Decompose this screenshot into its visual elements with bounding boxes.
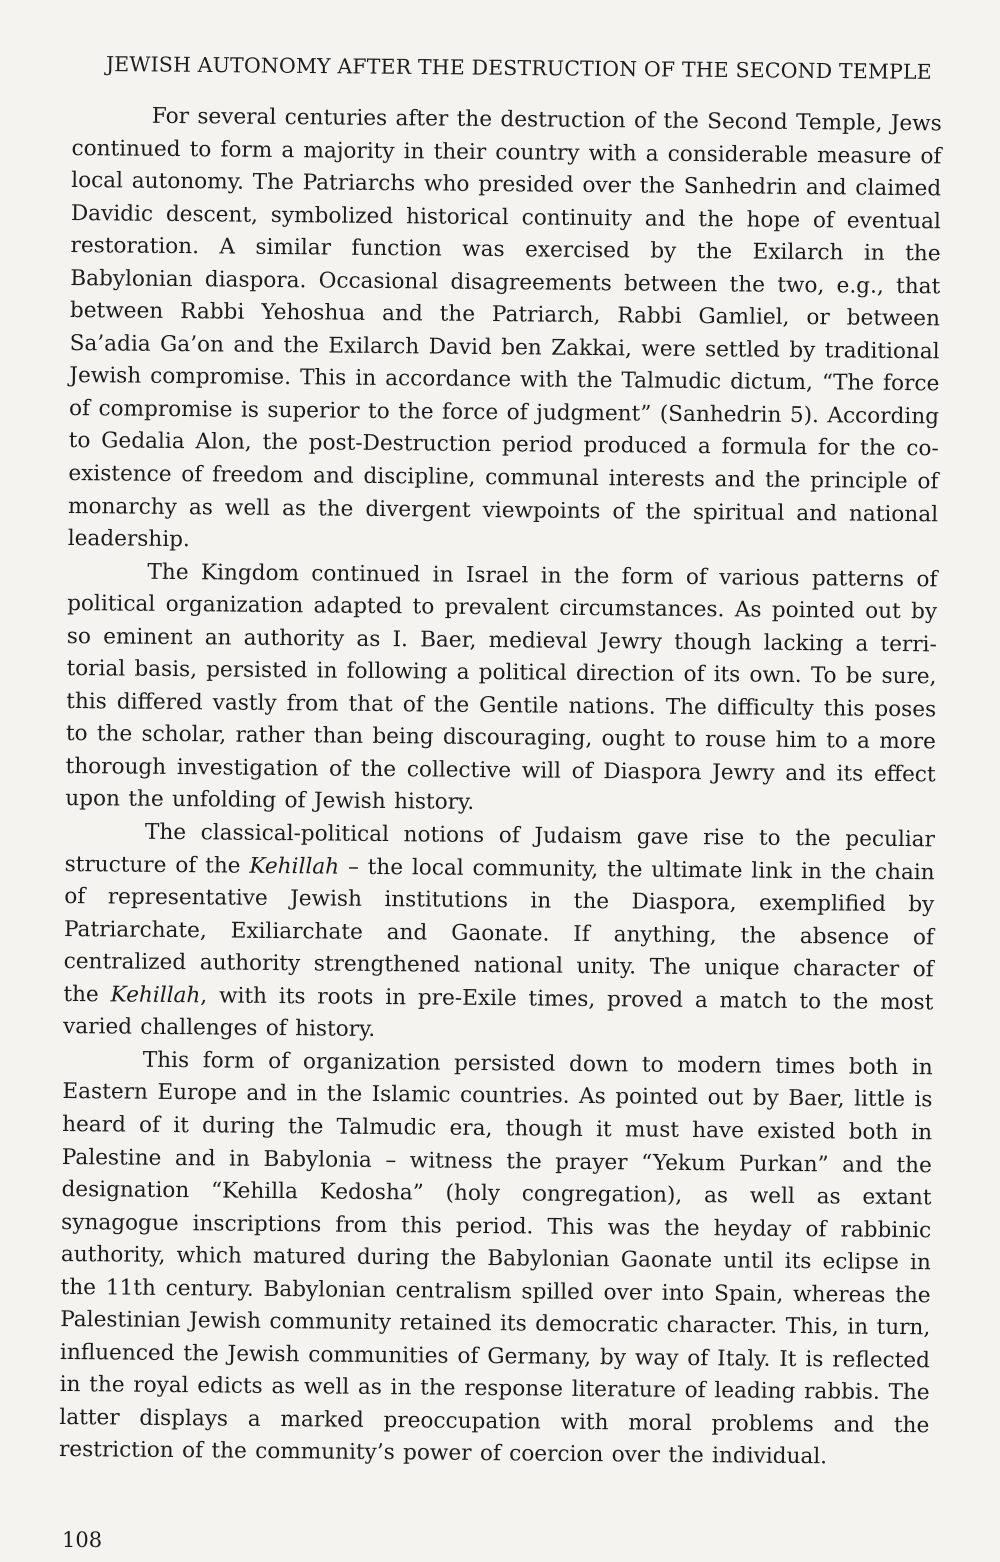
paragraph-text: The Kingdom continued in Israel in the form of various patterns of political organization adapted to prevalent circumstances. As pointed out by so eminent an authority as I. Baer, medieval Jewry though lacking a territorial basis, persisted in following a political direction of its own. To be sure, this differed vastly from that of the Gentile nations. The difficulty this poses to the scholar, rather than being discouraging, ought to rouse him to a more thorough investigation of the collective will of Diaspora Jewry and its effect upon the unfolding of Jewish history. [65, 559, 938, 816]
paragraph [63, 816, 935, 1052]
italic-term: Kehillah [249, 853, 340, 880]
paragraph [68, 100, 942, 564]
paragraph [65, 556, 937, 825]
paragraph-text: , with its roots in pre-Exile times, proved a match to the most varied challenges of history. [62, 983, 934, 1043]
paragraph-text: The classical-political notions of Judaism gave rise to the peculiar structure of the [64, 819, 936, 879]
italic-term: Kehillah [110, 982, 201, 1009]
paragraph-text: – the local community, the ultimate link in the chain of representative Jewish institutions in the Diaspora, exemplified by Patriarchate, Exiliarchate and Gaonate. If anything, the absence of centralized authority strengthened national unity. The unique character of the [63, 854, 935, 1008]
paragraph-text: This form of organization persisted down to modern times both in Eastern Europe and in the Islamic countries. As pointed out by Baer, little is heard of it during the Talmudic era, though it must have existed both in Palestine and in Babylonia – witness the prayer “Yekum Purkan” and the designation “Kehilla Kedosha” (holy congregation), as well as extant synagogue inscriptions from this period. This was the heyday of rabbinic authority, which matured during the Babylonian Gaonate until its eclipse in the 11th century. Babylonian centralism spilled over into Spain, whereas the Palestinian Jewish community retained its democratic character. This, in turn, influenced the Jewish communities of Germany, by way of Italy. It is reflected in the royal edicts as well as in the response literature of leading rabbis. The latter displays a marked preoccupation with moral problems and the restriction of the community’s power of coercion over the individual. [58, 1047, 933, 1470]
paragraph [59, 1044, 933, 1475]
paragraph-text: For several centuries after the destruction of the Second Temple, Jews continued to form a majority in their country with a considerable measure of local autonomy. The Patriarchs who presided over the Sanhedrin and claimed Davidic descent, symbolized historical continuity and the hope of eventual restoration. A similar function was exercised by the Exilarch in the Babylonian diaspora. Occasional disagreements between the two, e.g., that between Rabbi Yehoshua and the Patriarch, Rabbi Gamliel, or between Sa’adia Ga’on and the Exilarch David ben Zakkai, were settled by traditional Jewish compromise. This in accordance with the Talmudic dictum, “The force of compromise is superior to the force of judgment” (Sanhedrin 5). According to Gedalia Alon, the post-Destruction period produced a formula for the co-existence of freedom and discipline, communal interests and the principle of monarchy as well as the divergent viewpoints of the spiritual and national leadership. [67, 103, 942, 553]
body-text [59, 100, 942, 1475]
page-number: 108 [62, 1528, 103, 1552]
running-head: JEWISH AUTONOMY AFTER THE DESTRUCTION OF THE SECOND TEMPLE [105, 52, 932, 84]
